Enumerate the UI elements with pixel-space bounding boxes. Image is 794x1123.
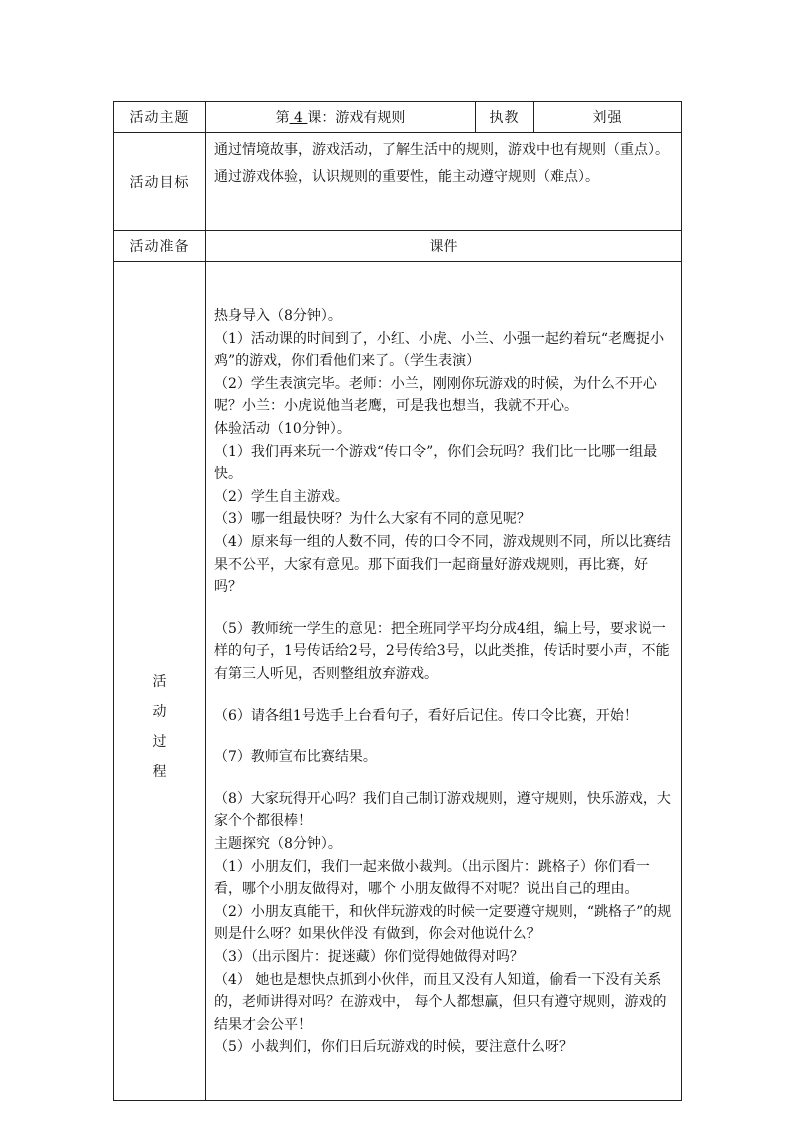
process-label-char: 动 [152,704,167,720]
process-label [114,262,206,1101]
process-paragraph: （3）（出示图片：捉迷藏）你们觉得她做得对吗？ [214,948,524,965]
process-paragraph: （6）请各组1号选手上台看句子，看好后记住。传口令比赛，开始！ [214,707,638,724]
lesson-title [206,102,476,133]
goal-row [114,133,682,231]
lesson-suffix: 课：游戏有规则 [307,110,406,126]
process-paragraph: （1）活动课的时间到了，小红、小虎、小兰、小强一起约着玩“老鹰捉小鸡”的游戏，你们看他们来了。（学生表演） [214,330,665,370]
process-paragraph: （7）教师宣布比赛结果。 [214,749,377,766]
process-paragraph: （2）学生表演完毕。老师：小兰，刚刚你玩游戏的时候，为什么不开心呢？小兰：小虎说他当老鹰，可是我也想当，我就不开心。 [214,375,657,415]
section-heading-experience: 体验活动（10分钟）。 [214,421,351,438]
lesson-plan-table [113,101,682,1101]
process-paragraph: （3）哪一组最快呀？为什么大家有不同的意见呢？ [214,511,531,528]
theme-label: 活动主题 [114,102,206,133]
process-label-char: 活 [152,674,167,690]
process-paragraph: （2）小朋友真能干，和伙伴玩游戏的时候一定要遵守规则，“跳格子”的规则是什么呀？如果伙伴没 有做到，你会对他说什么？ [214,903,672,943]
process-label-char: 程 [152,764,167,780]
teacher-name: 刘强 [534,102,682,133]
lesson-number: 4 [294,110,303,126]
section-heading-warmup: 热身导入（8分钟）。 [214,308,342,325]
prep-text: 课件 [206,231,682,262]
process-paragraph: （1）我们再来玩一个游戏“传口令”，你们会玩吗？我们比一比哪一组最快。 [214,443,658,483]
process-row [114,262,682,1101]
lesson-prefix: 第 [275,110,290,126]
process-content [206,262,682,1101]
process-paragraph: （2）学生自主游戏。 [214,488,349,505]
goal-label: 活动目标 [114,133,206,231]
section-heading-explore: 主题探究（8分钟）。 [214,835,342,852]
process-paragraph: （8）大家玩得开心吗？我们自己制订游戏规则，遵守规则，快乐游戏，大家个个都很棒！ [214,790,671,830]
goal-text: 通过情境故事，游戏活动，了解生活中的规则，游戏中也有规则（重点）。通过游戏体验，认识规则的重要性，能主动遵守规则（难点）。 [206,133,682,231]
theme-row [114,102,682,133]
process-paragraph: （5）小裁判们，你们日后玩游戏的时候，要注意什么呀？ [214,1039,573,1056]
teacher-label: 执教 [476,102,534,133]
process-paragraph: （4）原来每一组的人数不同，传的口令不同，游戏规则不同，所以比赛结果不公平，大家有意见。那下面我们一起商量好游戏规则，再比赛，好吗？ [214,534,671,596]
process-label-char: 过 [152,734,167,750]
prep-label: 活动准备 [114,231,206,262]
prep-row [114,231,682,262]
process-paragraph: （1）小朋友们，我们一起来做小裁判。（出示图片：跳格子）你们看一看，哪个小朋友做得对，哪个 小朋友做得不对呢？说出自己的理由。 [214,858,650,898]
process-paragraph: （4） 她也是想快点抓到小伙伴，而且又没有人知道，偷看一下没有关系的，老师讲得对吗？在游戏中， 每个人都想赢，但只有遵守规则，游戏的结果才会公平！ [214,971,667,1033]
process-paragraph: （5）教师统一学生的意见：把全班同学平均分成4组，编上号，要求说一样的句子，1号传话给2号，2号传给3号，以此类推，传话时要小声，不能有第三人听见，否则整组放弃游戏。 [214,620,670,682]
